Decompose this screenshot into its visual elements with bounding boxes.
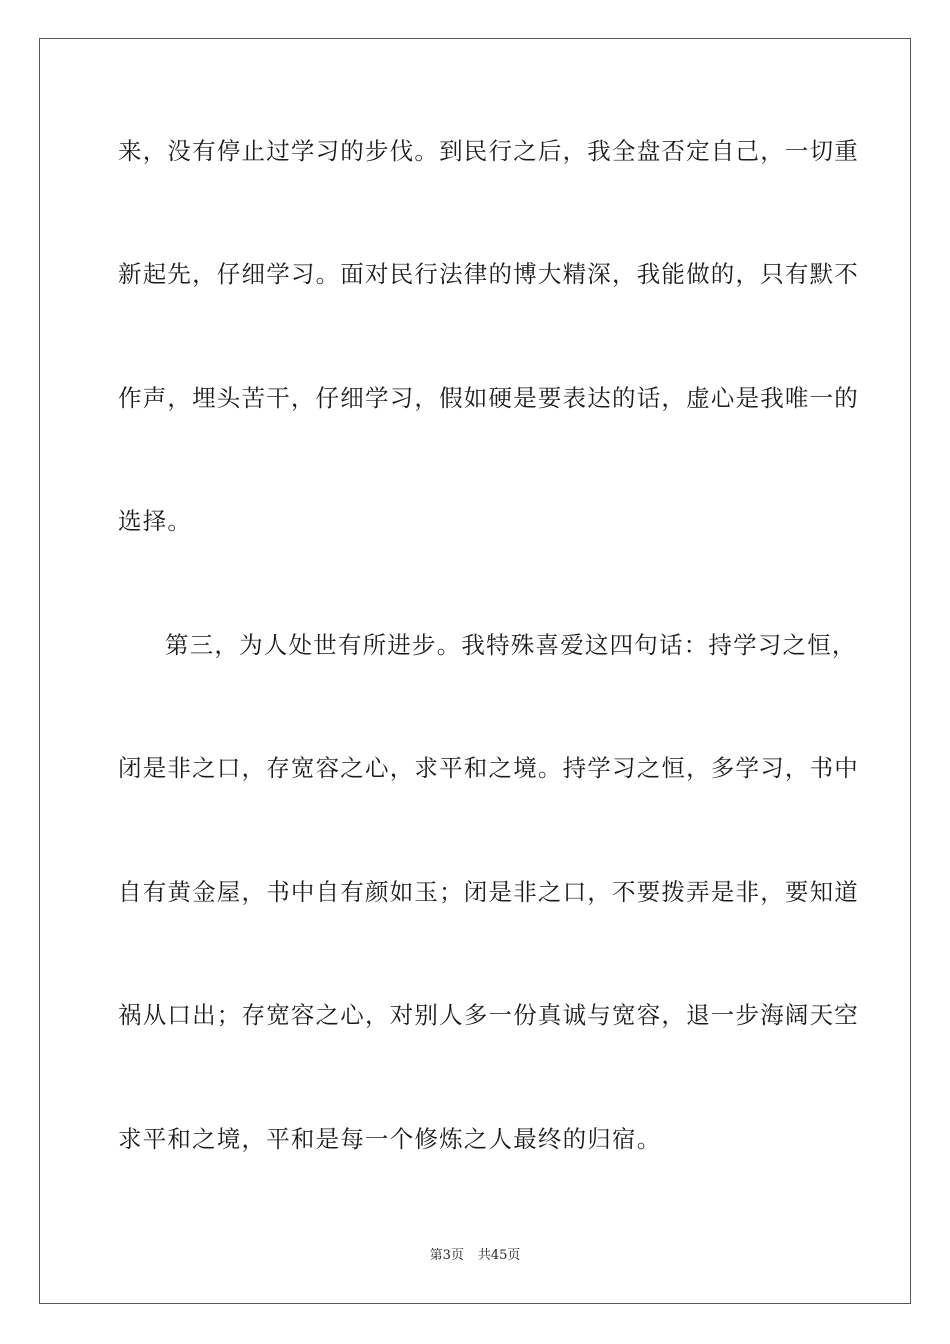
body-text-line-1: 来，没有停止过学习的步伐。到民行之后，我全盘否定自己，一切重 bbox=[118, 137, 859, 165]
page-total: 共45页 bbox=[477, 1248, 521, 1263]
body-text-line-9: 求平和之境，平和是每一个修炼之人最终的归宿。 bbox=[118, 1125, 662, 1153]
page-number: 第3页 bbox=[429, 1248, 464, 1263]
body-text-line-6: 闭是非之口，存宽容之心，求平和之境。持学习之恒，多学习，书中 bbox=[118, 754, 859, 782]
page-border bbox=[39, 38, 911, 1304]
body-text-line-3: 作声，埋头苦干，仔细学习，假如硬是要表达的话，虚心是我唯一的 bbox=[118, 384, 859, 412]
body-text-line-4: 选择。 bbox=[118, 507, 193, 535]
body-text-line-5: 第三，为人处世有所进步。我特殊喜爱这四句话：持学习之恒， bbox=[165, 631, 857, 659]
body-text-line-8: 祸从口出；存宽容之心，对别人多一份真诚与宽容，退一步海阔天空 bbox=[118, 1001, 859, 1029]
body-text-line-2: 新起先，仔细学习。面对民行法律的博大精深，我能做的，只有默不 bbox=[118, 260, 859, 288]
body-text-line-7: 自有黄金屋，书中自有颜如玉；闭是非之口，不要拨弄是非，要知道 bbox=[118, 878, 859, 906]
page-footer bbox=[0, 1247, 950, 1265]
